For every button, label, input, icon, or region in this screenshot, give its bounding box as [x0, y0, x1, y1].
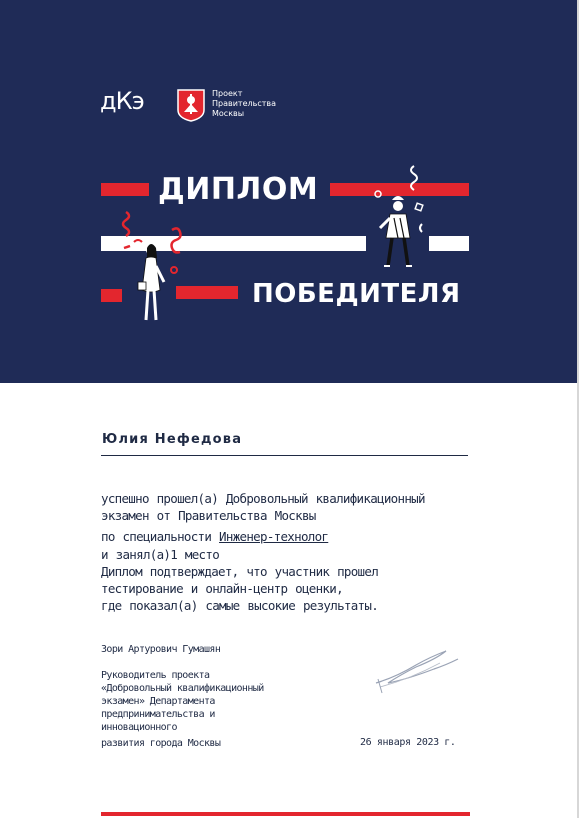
specialty-value: Инженер-технолог — [219, 529, 329, 544]
title-winner: ПОБЕДИТЕЛЯ — [252, 279, 461, 309]
title-diploma: ДИПЛОМ — [158, 172, 319, 207]
man-figure-illustration — [370, 162, 430, 270]
place-line: и занял(а)1 место — [101, 547, 220, 562]
signatory-position-6: развития города Москвы — [101, 738, 221, 749]
confirm-line-1: Диплом подтверждает, что участник прошел — [101, 564, 379, 579]
bottom-red-line — [101, 812, 470, 816]
signatory-position-4: предпринимательства и — [101, 709, 215, 720]
header-banner — [0, 0, 579, 383]
body-line-2: экзамен от Правительства Москвы — [101, 508, 316, 523]
project-caption-line3: Москвы — [212, 109, 245, 118]
project-caption — [212, 89, 276, 119]
specialty-prefix: по специальности — [101, 529, 220, 544]
issue-date: 26 января 2023 г. — [360, 737, 456, 748]
dke-logo-text: дКэ — [100, 87, 144, 115]
signatory-position-5: инновационного — [101, 722, 177, 733]
red-bar-1 — [101, 183, 149, 196]
woman-figure-illustration — [118, 208, 196, 326]
body-line-1: успешно прошел(а) Добровольный квалификационный — [101, 491, 425, 506]
recipient-name: Юлия Нефедова — [102, 432, 243, 447]
signatory-position-3: экзамен» Департамента — [101, 696, 215, 707]
signatory-name: Зори Артурович Гумашян — [101, 644, 221, 655]
specialty-line — [101, 528, 328, 545]
signatory-position-2: «Добровольный квалификационный — [101, 683, 264, 694]
moscow-crest-icon — [176, 88, 206, 122]
dke-logo — [100, 88, 144, 114]
project-caption-line2: Правительства — [212, 99, 276, 108]
white-bar-2 — [429, 236, 469, 251]
name-underline — [101, 455, 468, 456]
project-caption-line1: Проект — [212, 89, 243, 98]
confirm-line-3: где показал(а) самые высокие результаты. — [101, 598, 379, 613]
handwritten-signature — [372, 647, 462, 695]
signatory-position-1: Руководитель проекта — [101, 670, 210, 681]
confirm-line-2: тестирование и онлайн-центр оценки, — [101, 581, 343, 596]
